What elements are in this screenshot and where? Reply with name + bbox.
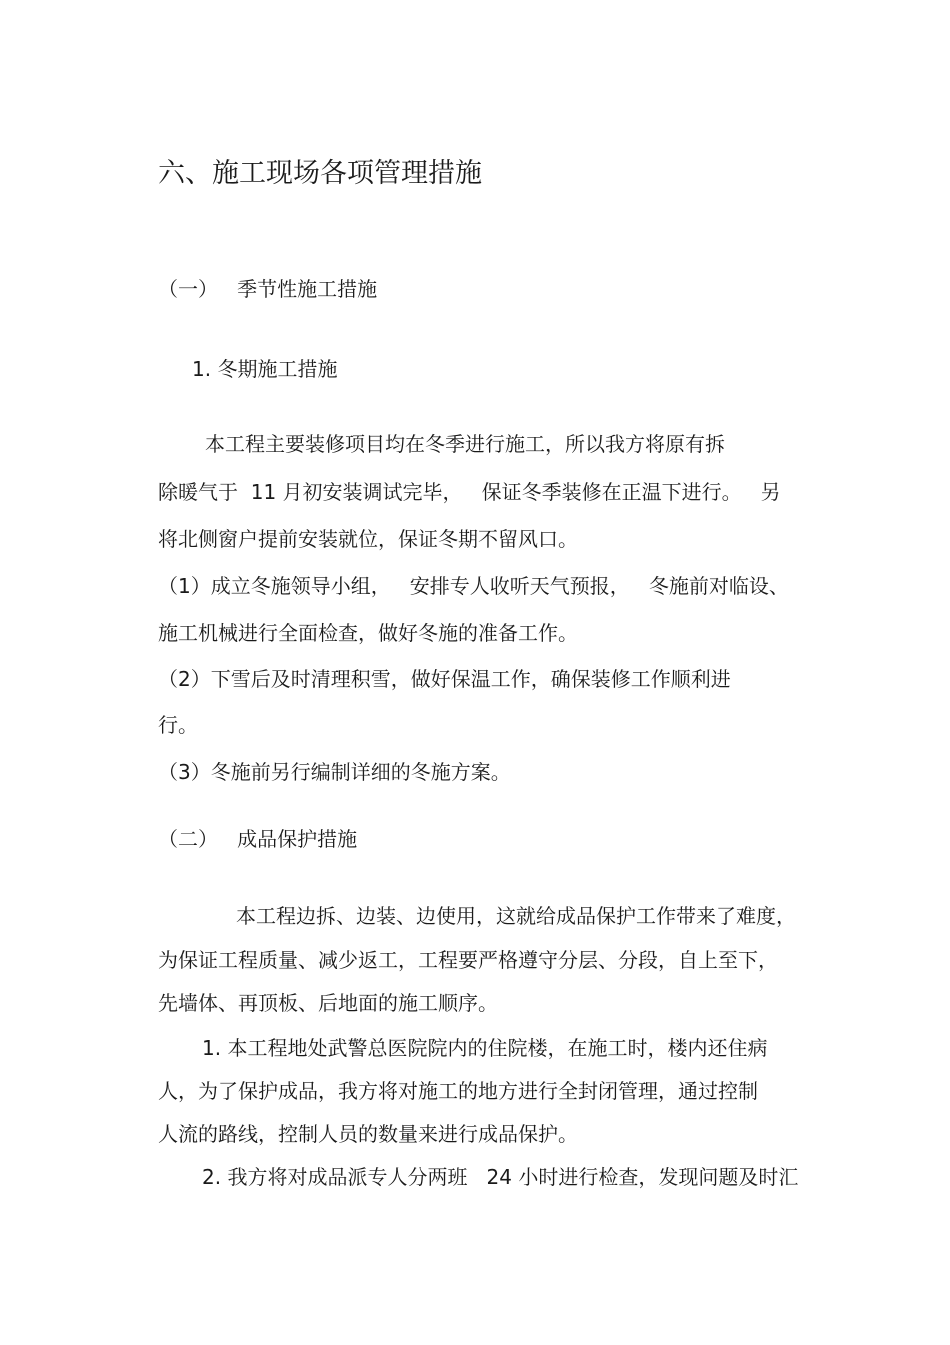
paragraph-line: 将北侧窗户提前安装就位，保证冬期不留风口。 [158, 527, 578, 551]
paragraph-line: 除暖气于 11 月初安装调试完毕， 保证冬季装修在正温下进行。 另 [158, 480, 781, 504]
list-item-line: （3）冬施前另行编制详细的冬施方案。 [158, 760, 511, 784]
list-item-line: 人流的路线，控制人员的数量来进行成品保护。 [158, 1122, 578, 1146]
section-heading-protection: （二） 成品保护措施 [158, 827, 358, 851]
list-item-line: 施工机械进行全面检查，做好冬施的准备工作。 [158, 621, 578, 645]
paragraph-line: 先墙体、再顶板、后地面的施工顺序。 [158, 991, 498, 1015]
list-item-line: （2）下雪后及时清理积雪，做好保温工作，确保装修工作顺利进 [158, 667, 731, 691]
paragraph-line: 本工程边拆、边装、边使用，这就给成品保护工作带来了难度， [236, 904, 796, 928]
paragraph-line: 本工程主要装修项目均在冬季进行施工，所以我方将原有拆 [205, 432, 725, 456]
list-item-line: （1）成立冬施领导小组， 安排专人收听天气预报， 冬施前对临设、 [158, 574, 789, 598]
list-item-line: 2. 我方将对成品派专人分两班 24 小时进行检查，发现问题及时汇 [202, 1165, 799, 1189]
section-heading-seasonal: （一） 季节性施工措施 [158, 277, 378, 301]
list-item-line: 1. 本工程地处武警总医院院内的住院楼，在施工时，楼内还住病 [202, 1036, 768, 1060]
subsection-heading-winter: 1. 冬期施工措施 [192, 357, 338, 381]
list-item-line: 人，为了保护成品，我方将对施工的地方进行全封闭管理，通过控制 [158, 1079, 758, 1103]
paragraph-line: 为保证工程质量、减少返工，工程要严格遵守分层、分段，自上至下， [158, 948, 778, 972]
list-item-line: 行。 [158, 713, 198, 737]
document-title: 六、施工现场各项管理措施 [158, 158, 482, 189]
